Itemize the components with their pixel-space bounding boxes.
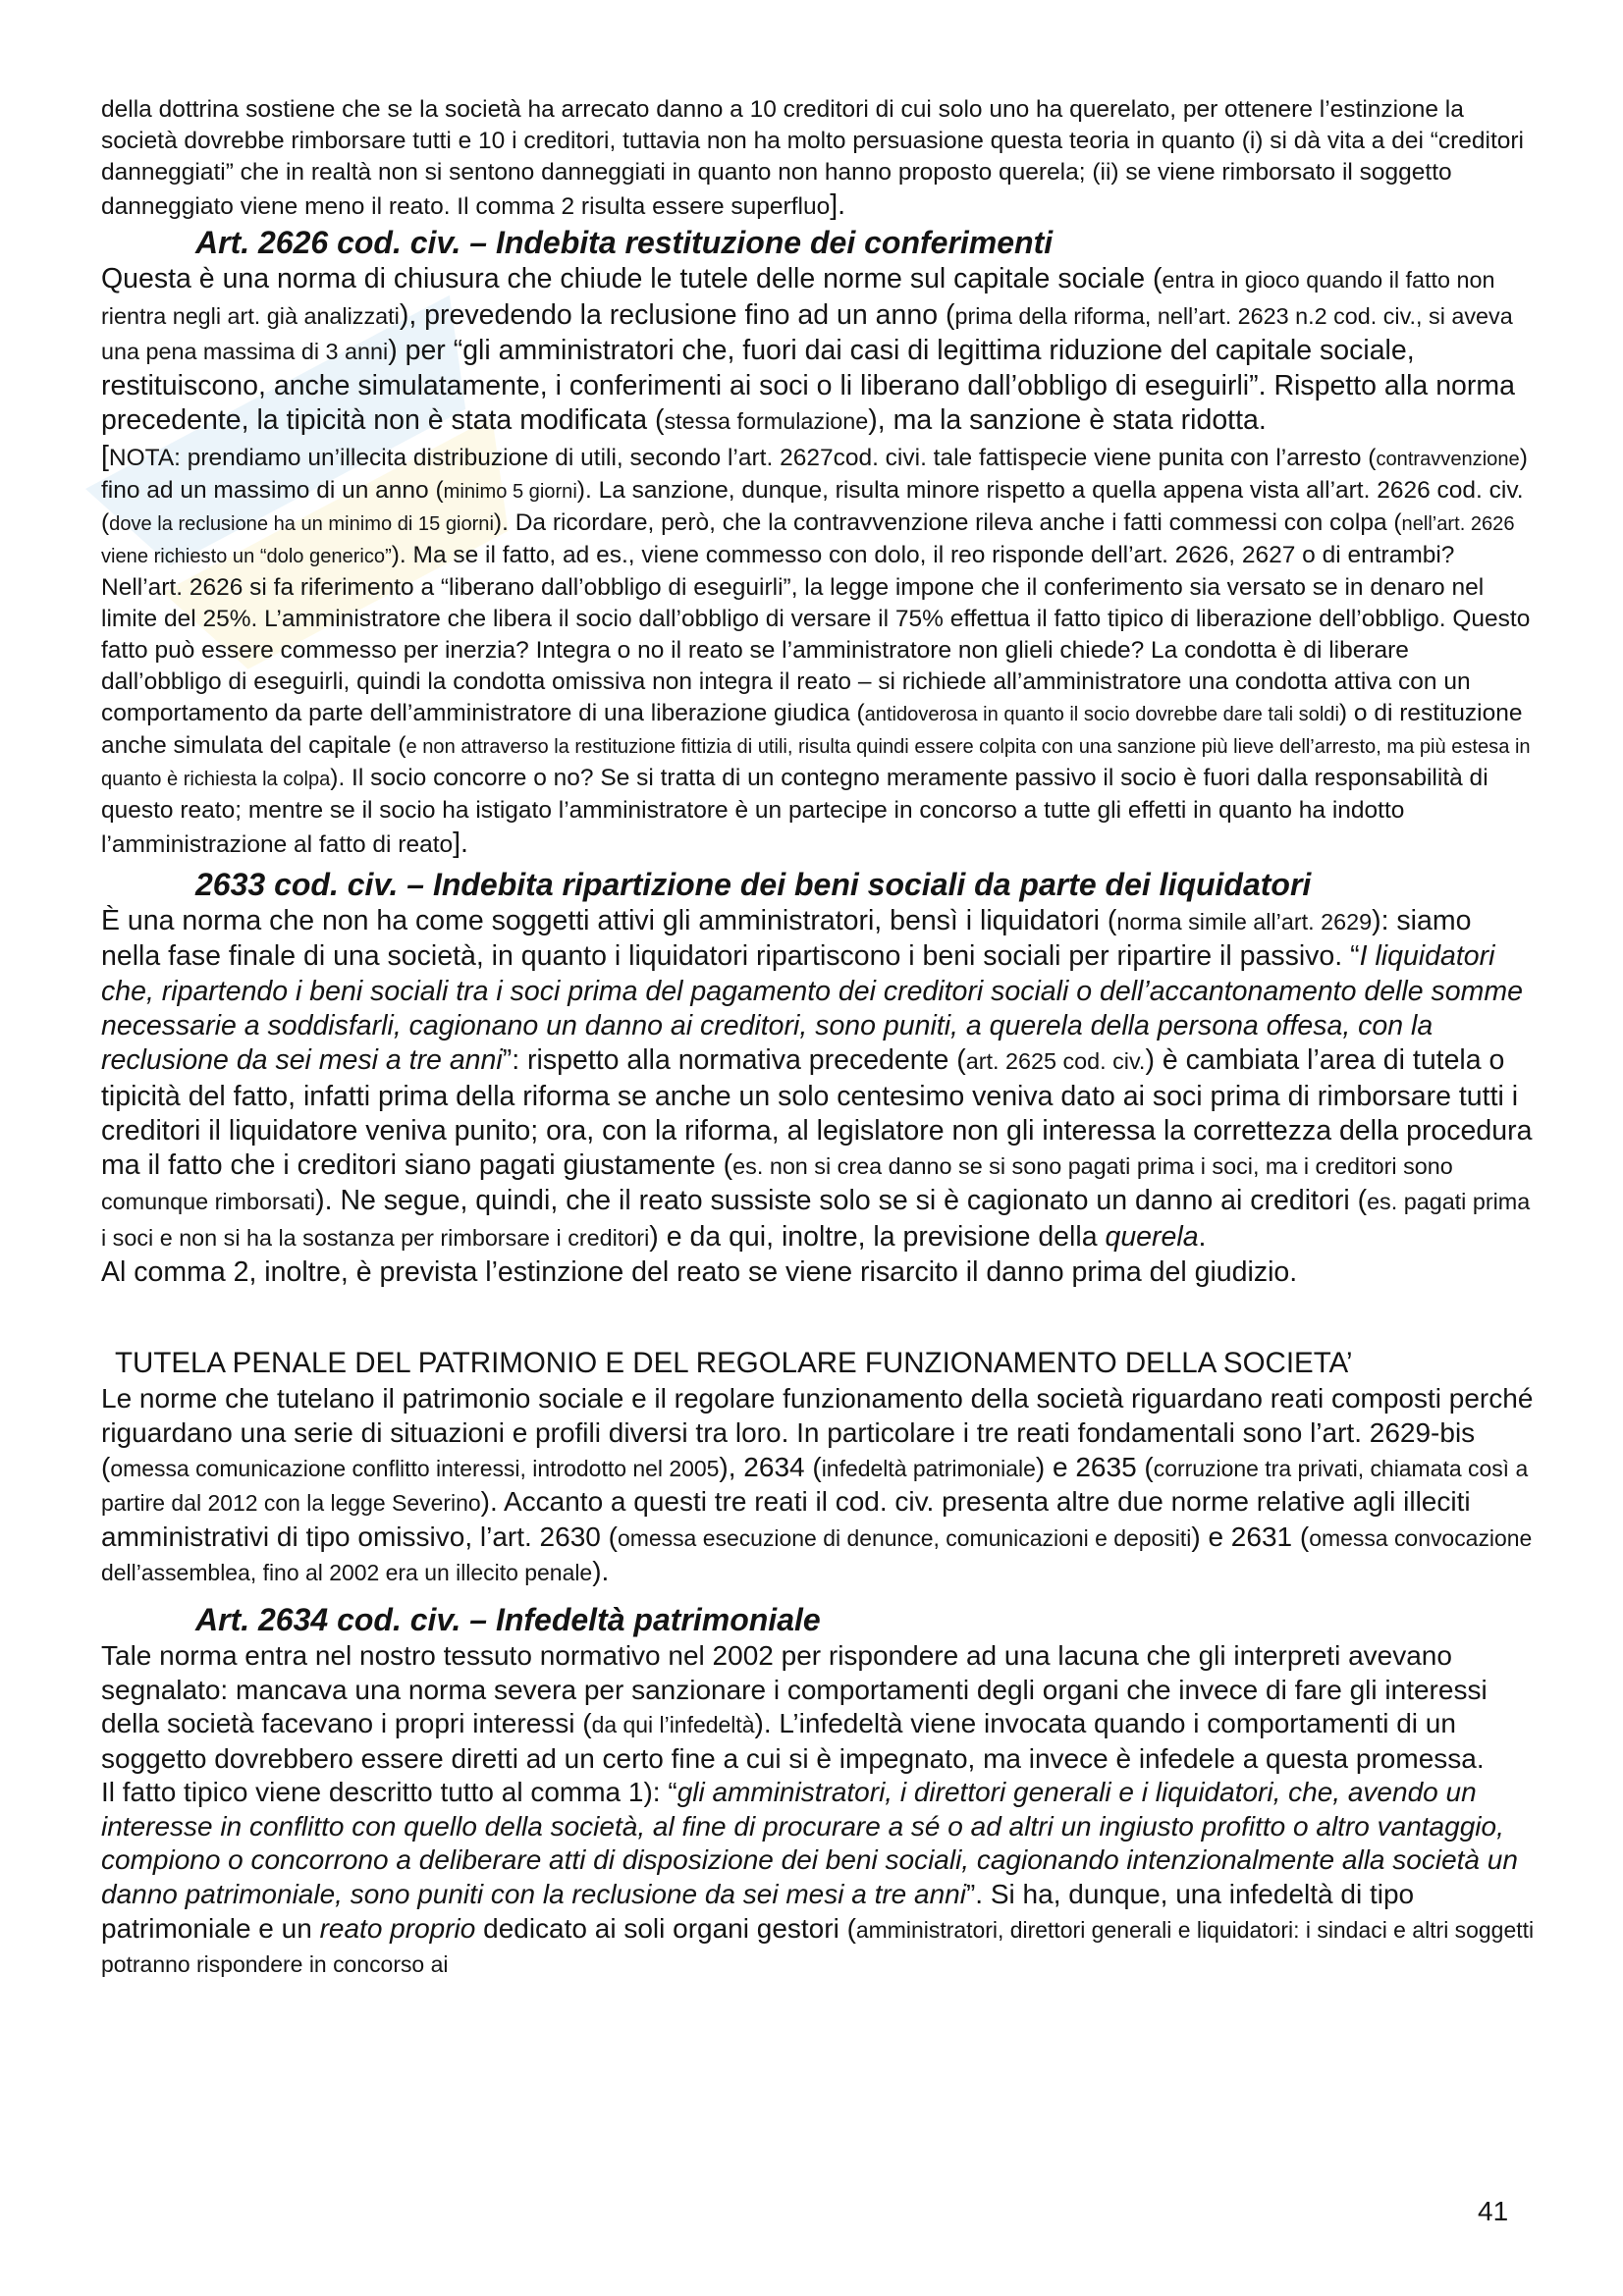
paragraph-art-2634: Tale norma entra nel nostro tessuto normativo nel 2002 per rispondere ad una lacuna che gli interpreti avevano segnalato: mancava una norma severa per sanzionare i comportamenti degli organi che invece di fare gli interessi della società facevano i propri interessi (da qui l’infedeltà). L’infedeltà viene invocata quando i comportamenti di un soggetto dovrebbero essere diretti ad un certo fine a cui si è impegnato, ma invece è infedele a questa promessa.: [101, 1639, 1488, 1774]
paragraph-art-2633: È una norma che non ha come soggetti attivi gli amministratori, bensì i liquidatori (norma simile all’art. 2629): siamo nella fase finale di una società, in quanto i liquidatori ripartiscono i beni sociali per ripartire il passivo. “I liquidatori che, ripartendo i beni sociali tra i soci prima del pagamento dei creditori sociali o dell’accantonamento delle somme necessarie a soddisfarli, cagionano un danno ai creditori, sono puniti, a querela della persona offesa, con la reclusione da sei mesi a tre anni”: rispetto alla normativa precedente (art. 2625 cod. civ.) è cambiata l’area di tutela o tipicità del fatto, infatti prima della riforma se anche un solo centesimo veniva dato ai soci prima di rimborsare tutti i creditori il liquidatore veniva punito; ora, con la riforma, al legislatore non gli interessa la correttezza della procedura ma il fatto che i creditori siano pagati giustamente (es. non si crea danno se si sono pagati prima i soci, ma i creditori sono comunque rimborsati). Ne segue, quindi, che il reato sussiste solo se si è cagionato un danno ai creditori (es. pagati prima i soci e non si ha la sostanza per rimborsare i creditori) e da qui, inoltre, la previsione della querela.: [101, 905, 1533, 1253]
paragraph-art-2633-comma-2: Al comma 2, inoltre, è prevista l’estinzione del reato se viene risarcito il danno prima del giudizio.: [101, 1256, 1298, 1289]
paragraph-tutela-penale: Le norme che tutelano il patrimonio sociale e il regolare funzionamento della società riguardano reati composti perché riguardano una serie di situazioni e profili diversi tra loro. In particolare i tre reati fondamentali sono l’art. 2629-bis (omessa comunicazione conflitto interessi, introdotto nel 2005), 2634 (infedeltà patrimoniale) e 2635 (corruzione tra privati, chiamata così a partire dal 2012 con la legge Severino). Accanto a questi tre reati il cod. civ. presenta altre due norme relative agli illeciti amministrativi di tipo omissivo, l’art. 2630 (omessa esecuzione di denunce, comunicazioni e depositi) e 2631 (omessa convocazione dell’assemblea, fino al 2002 era un illecito penale).: [101, 1383, 1534, 1587]
heading-art-2634: Art. 2634 cod. civ. – Infedeltà patrimoniale: [195, 1601, 821, 1637]
heading-art-2633: 2633 cod. civ. – Indebita ripartizione dei beni sociali da parte dei liquidatori: [195, 867, 1312, 903]
paragraph-art-2626: Questa è una norma di chiusura che chiude le tutele delle norme sul capitale sociale (entra in gioco quando il fatto non rientra negli art. già analizzati), prevedendo la reclusione fino ad un anno (prima della riforma, nell’art. 2623 n.2 cod. civ., si aveva una pena massima di 3 anni) per “gli amministratori che, fuori dai casi di legittima riduzione del capitale sociale, restituiscono, anche simulatamente, i conferimenti ai soci o li liberano dall’obbligo di eseguirli”. Rispetto alla norma precedente, la tipicità non è stata modificata (stessa formulazione), ma la sanzione è stata ridotta.: [101, 263, 1515, 437]
heading-art-2626: Art. 2626 cod. civ. – Indebita restituzione dei conferimenti: [195, 225, 1054, 261]
section-title-tutela-penale: TUTELA PENALE DEL PATRIMONIO E DEL REGOLARE FUNZIONAMENTO DELLA SOCIETA’: [115, 1347, 1353, 1380]
document-page: [101, 94, 1535, 1982]
page-number: 41: [1478, 2196, 1509, 2226]
spacer: [101, 1290, 1535, 1345]
paragraph-art-2634-fatto-tipico: Il fatto tipico viene descritto tutto al comma 1): “gli amministratori, i direttori generali e i liquidatori, che, avendo un interesse in conflitto con quello della società, al fine di procurare a sé o ad altri un ingiusto profitto o altro vantaggio, compiono o concorrono a deliberare atti di disposizione dei beni sociali, cagionando intenzionalmente alla società un danno patrimoniale, sono puniti con la reclusione da sei mesi a tre anni”. Si ha, dunque, una infedeltà di tipo patrimoniale e un reato proprio dedicato ai soli organi gestori (amministratori, direttori generali e liquidatori: i sindaci e altri soggetti potranno rispondere in concorso ai: [101, 1777, 1535, 1978]
paragraph-nota: [NOTA: prendiamo un’illecita distribuzione di utili, secondo l’art. 2627cod. civi. tale fattispecie viene punita con l’arresto (contravvenzione) fino ad un massimo di un anno (minimo 5 giorni). La sanzione, dunque, risulta minore rispetto a quella appena vista all’art. 2626 cod. civ. (dove la reclusione ha un minimo di 15 giorni). Da ricordare, però, che la contravvenzione rileva anche i fatti commessi con colpa (nell’art. 2626 viene richiesto un “dolo generico”). Ma se il fatto, ad es., viene commesso con dolo, il reo risponde dell’art. 2626, 2627 o di entrambi? Nell’art. 2626 si fa riferimento a “liberano dall’obbligo di eseguirli”, la legge impone che il conferimento sia versato se in denaro nel limite del 25%. L’amministratore che libera il socio dall’obbligo di versare il 75% effettua il fatto tipico di liberazione dell’obbligo. Questo fatto può essere commesso per inerzia? Integra o no il reato se l’amministratore non glieli chiede? La condotta è di liberare dall’obbligo di eseguirli, quindi la condotta omissiva non integra il reato – si richiede all’amministratore una condotta attiva con un comportamento da parte dell’amministratore di una liberazione giudica (antidoverosa in quanto il socio dovrebbe dare tali soldi) o di restituzione anche simulata del capitale (e non attraverso la restituzione fittizia di utili, risulta quindi essere colpita con una sanzione più lieve dell’arresto, ma più estesa in quanto è richiesta la colpa). Il socio concorre o no? Se si tratta di un contegno meramente passivo il socio è fuori dalla responsabilità di questo reato; mentre se il socio ha istigato l’amministratore è un partecipe in concorso a tutte gli effetti in quanto ha indotto l’amministrazione al fatto di reato].: [101, 440, 1531, 859]
paragraph-dottrina-continuation: della dottrina sostiene che se la società ha arrecato danno a 10 creditori di cui solo uno ha querelato, per ottenere l’estinzione la società dovrebbe rimborsare tutti e 10 i creditori, tuttavia non ha molto persuasione questa teoria in quanto (i) si dà vita a dei “creditori danneggiati” che in realtà non si sentono danneggiati in quanto non hanno proposto querela; (ii) se viene rimborsato il soggetto danneggiato viene meno il reato. Il comma 2 risulta essere superfluo].: [101, 96, 1524, 221]
